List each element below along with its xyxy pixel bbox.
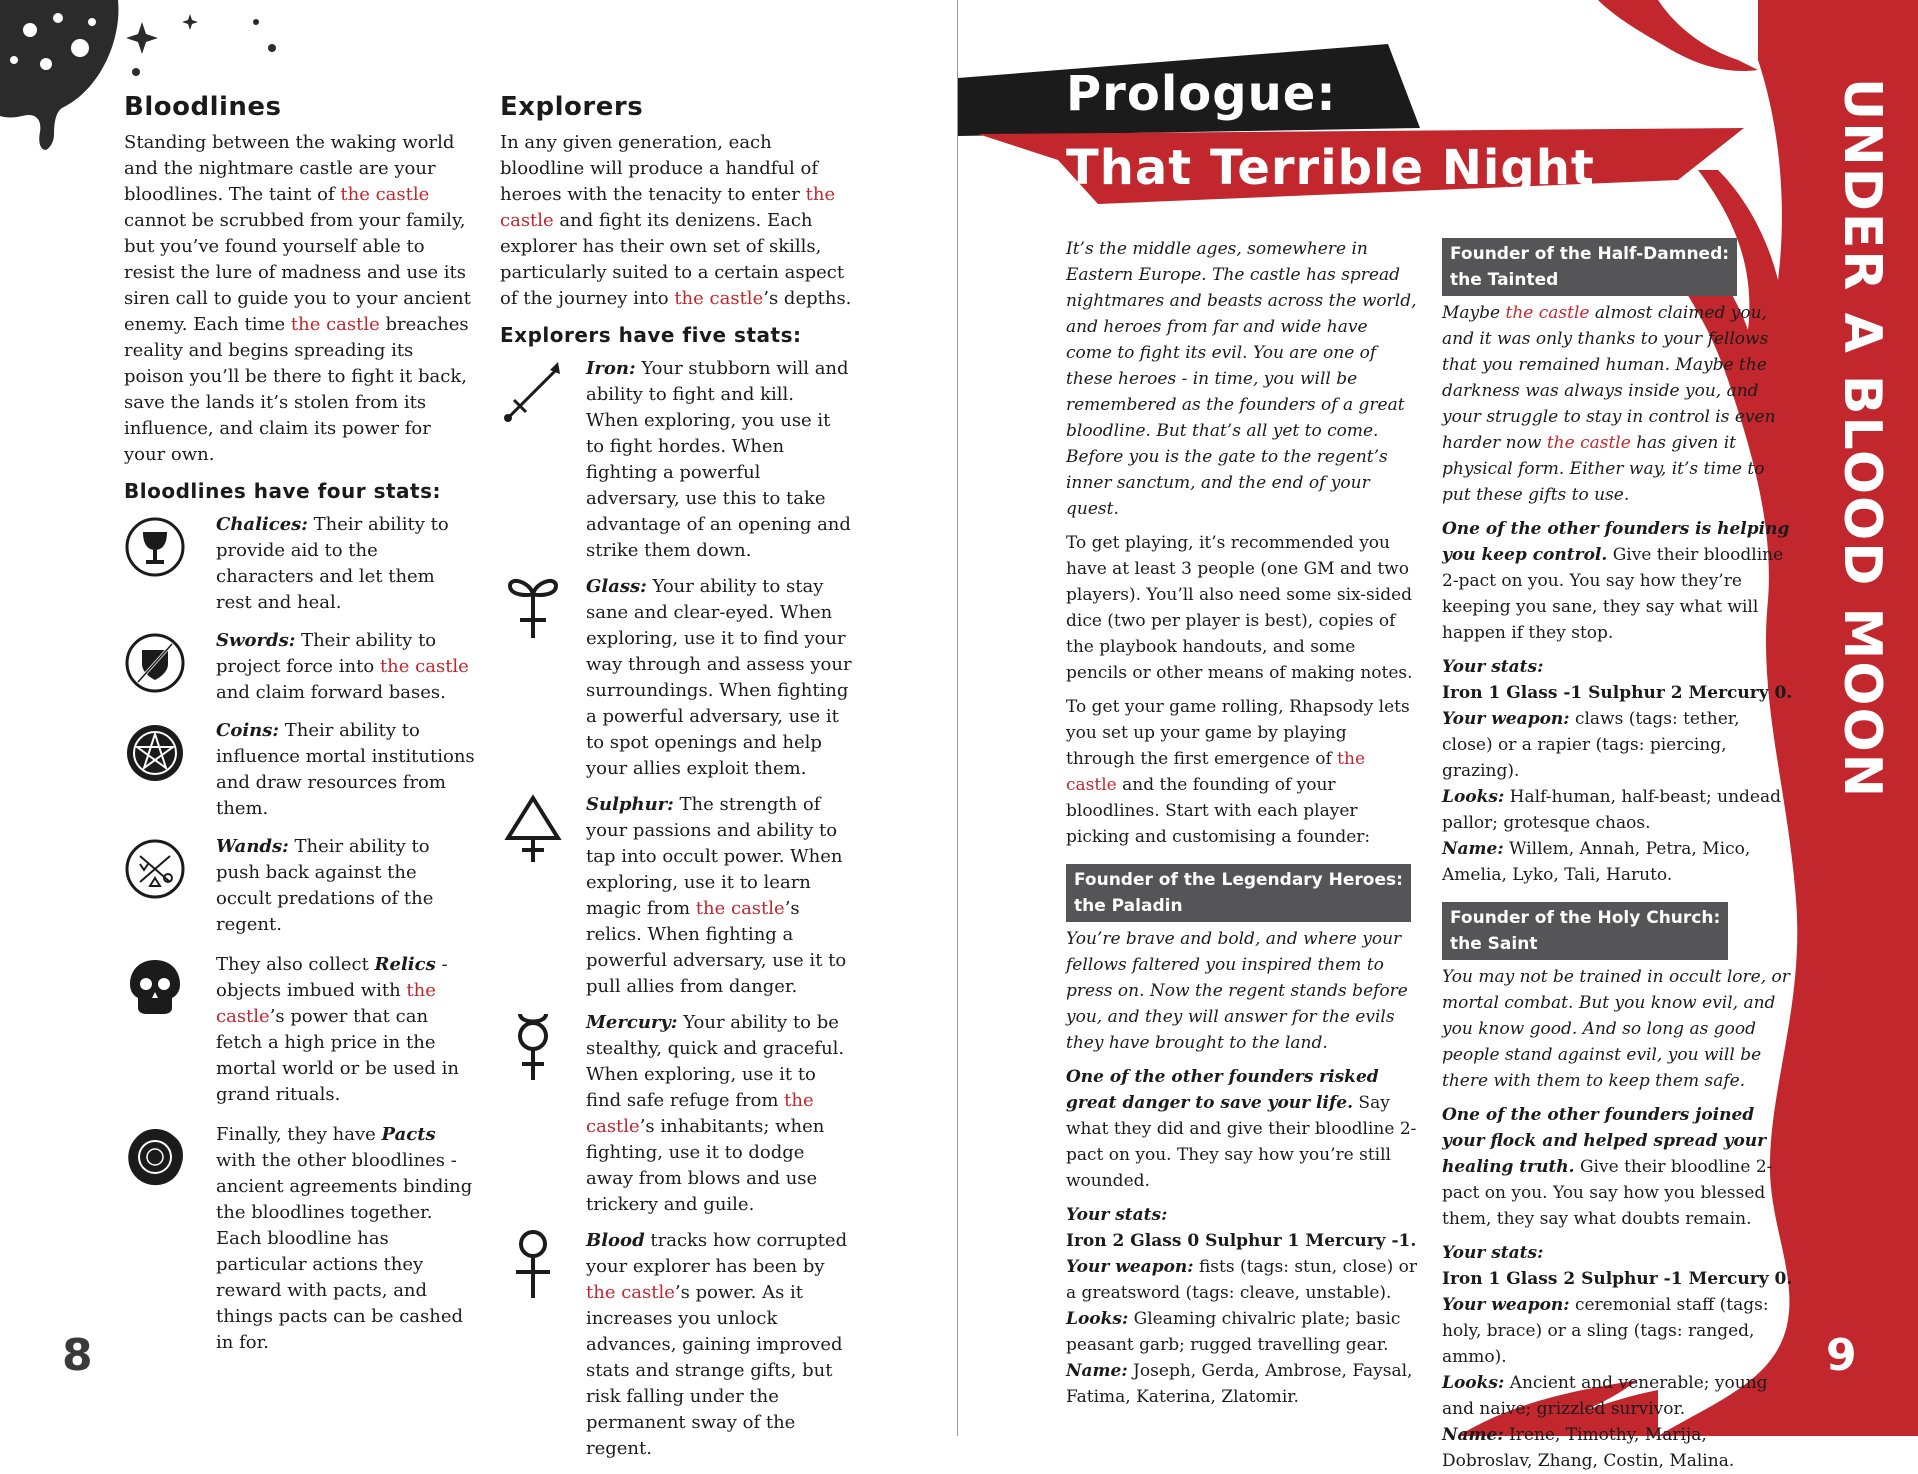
explorers-title: Explorers: [500, 92, 644, 122]
wands-text: Their ability to push back against the occult predations of the regent.: [216, 836, 434, 935]
tainted-weapon: claws (tags: tether, close) or a rapier (tags: piercing, grazing).: [1442, 709, 1740, 781]
wax-seal-icon: [124, 1126, 186, 1188]
paladin-tag: [1066, 864, 1411, 922]
paladin-statblock: [1066, 1202, 1418, 1410]
glass-label: Glass:: [586, 576, 647, 597]
pacts-text-post: with the other bloodlines - ancient agreements binding the bloodlines together. Each bloodline has particular actions they reward with pacts, and things pacts can be cashed in for.: [216, 1150, 473, 1353]
stat-iron: [500, 356, 852, 564]
prologue-intro: It’s the middle ages, somewhere in Eastern Europe. The castle has spread nightmares and beasts across the world, and heroes from far and wide have come to fight its evil. You are one of these heroes - in time, you will be remembered as the founders of a great bloodline. But that’s all yet to come. Before you is the gate to the regent’s inner sanctum, and the end of your quest.: [1066, 239, 1417, 519]
tainted-section: [1442, 238, 1794, 888]
saint-bold-lead: One of the other founders joined your flock and helped spread your healing truth.: [1442, 1105, 1767, 1177]
tainted-italic-post: has given it physical form. Either way, it’s time to put these gifts to use.: [1442, 433, 1765, 505]
tainted-tag: [1442, 238, 1737, 296]
stat-wands: [124, 834, 476, 938]
text-run: cannot be scrubbed from your family, but you’ve found yourself able to resist the lure of madness and use its siren call to guide you to your ancient enemy. Each time: [124, 210, 471, 335]
tainted-name-label: Name:: [1442, 839, 1504, 859]
saint-italic: You may not be trained in occult lore, or mortal combat. But you know evil, and you know good. And so long as good people stand against evil, you will be there with them to keep them safe.: [1442, 967, 1790, 1091]
blood-symbol-icon: [500, 1228, 566, 1300]
pacts-text-pre: Finally, they have: [216, 1124, 382, 1145]
rolling-text: [1066, 694, 1418, 850]
paladin-looks: Gleaming chivalric plate; basic peasant garb; rugged travelling gear.: [1066, 1309, 1401, 1355]
paladin-text: Say what they did and give their bloodline 2-pact on you. They say how you’re still wounded.: [1066, 1093, 1417, 1191]
saint-text: Give their bloodline 2-pact on you. You say how you blessed them, they say what doubts remain.: [1442, 1157, 1773, 1229]
blood-text-pre: tracks how corrupted your explorer has been by: [586, 1230, 848, 1277]
saint-stats: Iron 1 Glass 2 Sulphur -1 Mercury 0.: [1442, 1269, 1793, 1289]
mercury-symbol-icon: [500, 1010, 566, 1082]
saint-weapon-label: Your weapon:: [1442, 1295, 1570, 1315]
tainted-italic: [1442, 300, 1794, 508]
tainted-text: Give their bloodline 2-pact on you. You say how they’re keeping you sane, they say what will happen if they stop.: [1442, 545, 1784, 643]
glass-text: Your ability to stay sane and clear-eyed. When exploring, use it to find your way through and assess your surroundings. When fighting a powerful adversary, use it to spot openings and help your allies exploit them.: [586, 576, 852, 779]
founders-column: [1442, 238, 1794, 1474]
tainted-looks: Half-human, half-beast; undead pallor; grotesque chaos.: [1442, 787, 1781, 833]
saint-tag: [1442, 902, 1728, 960]
chalices-label: Chalices:: [216, 514, 308, 535]
stat-glass: [500, 574, 852, 782]
tainted-looks-label: Looks:: [1442, 787, 1505, 807]
tainted-tag-line2: the Tainted: [1450, 270, 1559, 290]
relics-text-post: ’s power that can fetch a high price in the mortal world or be used in grand rituals.: [216, 1006, 459, 1105]
saint-body: [1442, 1102, 1794, 1232]
iron-label: Iron:: [586, 358, 636, 379]
castle-ref: the castle: [379, 656, 469, 677]
sulphur-label: Sulphur:: [586, 794, 674, 815]
saint-tag-line2: the Saint: [1450, 934, 1538, 954]
castle-ref: the castle: [1546, 433, 1631, 453]
mercury-text-pre: Your ability to be stealthy, quick and graceful. When exploring, use it to find safe refuge from: [586, 1012, 845, 1111]
page-number-left: 8: [62, 1330, 93, 1381]
paladin-names: Joseph, Gerda, Ambrose, Faysal, Fatima, Katerina, Zlatomir.: [1066, 1361, 1413, 1407]
sulphur-text-post: ’s relics. When fighting a powerful adversary, use it to pull allies from danger.: [586, 898, 847, 997]
tainted-bold-lead: One of the other founders is helping you keep control.: [1442, 519, 1790, 565]
paladin-body: [1066, 1064, 1418, 1194]
stat-blood: [500, 1228, 852, 1462]
mercury-text-post: ’s inhabitants; when fighting, use it to dodge away from blows and use trickery and guile.: [586, 1116, 825, 1215]
castle-ref: the castle: [1505, 303, 1590, 323]
tainted-tag-line1: Founder of the Half-Damned:: [1450, 244, 1730, 264]
castle-ref: the castle: [340, 184, 430, 205]
right-page: [958, 0, 1918, 1471]
chalices-text: Their ability to provide aid to the characters and let them rest and heal.: [216, 514, 449, 613]
iron-text: Your stubborn will and ability to fight and kill. When exploring, you use it to fight hordes. When fighting a powerful adversary, use this to take advantage of an opening and strike them down.: [586, 358, 851, 561]
tainted-italic-mid: almost claimed you, and it was only thanks to your fellows that you remained human. Maybe the darkness was always inside you, and your struggle to stay in control is even harder now: [1442, 303, 1776, 453]
relics-text-pre: They also collect: [216, 954, 375, 975]
pacts-note: [124, 1122, 476, 1356]
tainted-weapon-label: Your weapon:: [1442, 709, 1570, 729]
saint-looks: Ancient and venerable; young and naive; grizzled survivor.: [1442, 1373, 1768, 1419]
paladin-section: [1066, 864, 1418, 1410]
saint-statblock: [1442, 1240, 1794, 1474]
stat-swords: [124, 628, 476, 706]
bloodlines-intro: [124, 130, 476, 468]
bloodlines-stats-heading: Bloodlines have four stats:: [124, 479, 442, 503]
paladin-name-label: Name:: [1066, 1361, 1128, 1381]
saint-tag-line1: Founder of the Holy Church:: [1450, 908, 1721, 928]
castle-ref: the castle: [500, 184, 836, 231]
wands-symbols-icon: [124, 838, 186, 900]
glass-symbol-icon: [500, 574, 566, 646]
pacts-label: Pacts: [381, 1124, 436, 1145]
saint-stats-label: Your stats:: [1442, 1243, 1544, 1263]
saint-names: Irene, Timothy, Marija, Dobroslav, Zhang, Costin, Malina.: [1442, 1425, 1735, 1471]
castle-ref: the castle: [586, 1282, 675, 1303]
swords-label: Swords:: [216, 630, 296, 651]
chalice-icon: [124, 516, 186, 578]
swords-text-pre: Their ability to project force into: [216, 630, 437, 677]
saint-name-label: Name:: [1442, 1425, 1504, 1445]
mercury-label: Mercury:: [586, 1012, 678, 1033]
blood-text-post: ’s power. As it increases you unlock advances, gaining improved stats and strange gifts, but risk falling under the permanent sway of the regent.: [586, 1282, 843, 1459]
tainted-italic-pre: Maybe: [1442, 303, 1506, 323]
left-page: [0, 0, 957, 1459]
explorers-stats-heading: Explorers have five stats:: [500, 323, 802, 347]
blood-label: Blood: [586, 1230, 645, 1251]
text-run: and fight its denizens. Each explorer has their own set of skills, particularly suited to a certain aspect of the journey into: [500, 210, 845, 309]
text-run: and the founding of your bloodlines. Start with each player picking and customising a founder:: [1066, 775, 1371, 847]
text-run: ’s depths.: [763, 288, 852, 309]
text-run: In any given generation, each bloodline will produce a handful of heroes with the tenacity to enter: [500, 132, 819, 205]
castle-ref: the castle: [586, 1090, 814, 1137]
stat-chalices: [124, 512, 476, 616]
text-run: breaches reality and begins spreading its poison you’ll be there to fight it back, save the lands it’s stolen from its influence, and claim its power for your own.: [124, 314, 469, 465]
skull-icon: [124, 956, 186, 1018]
saint-section: [1442, 902, 1794, 1474]
pentacle-coin-icon: [124, 722, 186, 784]
paladin-weapon: fists (tags: stun, close) or a greatsword (tags: cleave, unstable).: [1066, 1257, 1417, 1303]
castle-ref: the castle: [1066, 749, 1366, 795]
page-number-right: 9: [1826, 1330, 1857, 1381]
tainted-body: [1442, 516, 1794, 646]
explorers-column: [500, 92, 852, 1472]
title-line2: That Terrible Night: [1066, 140, 1595, 196]
paladin-italic: You’re brave and bold, and where your fellows faltered you inspired them to press on. Now the regent stands before you, and they will answer for the evils they have brought to the land.: [1066, 929, 1408, 1053]
getting-playing-text: To get playing, it’s recommended you have at least 3 people (one GM and two players). You’ll also need some six-sided dice (two per player is best), copies of the playbook handouts, and some pencils or other means of making notes.: [1066, 533, 1413, 683]
title-line1: Prologue:: [1066, 66, 1337, 122]
bloodlines-column: [124, 92, 476, 1368]
paladin-weapon-label: Your weapon:: [1066, 1257, 1194, 1277]
paladin-stats-label: Your stats:: [1066, 1205, 1168, 1225]
paladin-looks-label: Looks:: [1066, 1309, 1129, 1329]
tainted-stats-label: Your stats:: [1442, 657, 1544, 677]
castle-ref: the castle: [674, 288, 764, 309]
explorers-intro: [500, 130, 852, 312]
saint-looks-label: Looks:: [1442, 1373, 1505, 1393]
coins-label: Coins:: [216, 720, 280, 741]
iron-sword-icon: [500, 356, 566, 428]
sulphur-symbol-icon: [500, 792, 566, 864]
relics-label: Relics: [374, 954, 436, 975]
relics-text-mid: - objects imbued with: [216, 954, 448, 1001]
stat-sulphur: [500, 792, 852, 1000]
bloodlines-title: Bloodlines: [124, 92, 282, 122]
tainted-names: Willem, Annah, Petra, Mico, Amelia, Lyko, Tali, Haruto.: [1442, 839, 1751, 885]
swords-text-post: and claim forward bases.: [216, 682, 446, 703]
stat-mercury: [500, 1010, 852, 1218]
sword-shield-icon: [124, 632, 186, 694]
wands-label: Wands:: [216, 836, 289, 857]
prologue-column: [1066, 236, 1418, 1410]
castle-ref: the castle: [290, 314, 380, 335]
castle-ref: the castle: [695, 898, 785, 919]
tainted-statblock: [1442, 654, 1794, 888]
text-run: To get your game rolling, Rhapsody lets you set up your game by playing through the first emergence of: [1066, 697, 1410, 769]
paladin-tag-line2: the Paladin: [1074, 896, 1183, 916]
relics-note: [124, 952, 476, 1108]
paladin-tag-line1: Founder of the Legendary Heroes:: [1074, 870, 1403, 890]
paladin-stats: Iron 2 Glass 0 Sulphur 1 Mercury -1.: [1066, 1231, 1417, 1251]
tainted-stats: Iron 1 Glass -1 Sulphur 2 Mercury 0.: [1442, 683, 1793, 703]
paladin-bold-lead: One of the other founders risked great danger to save your life.: [1066, 1067, 1379, 1113]
coins-text: Their ability to influence mortal institutions and draw resources from them.: [216, 720, 475, 819]
text-run: Standing between the waking world and the nightmare castle are your bloodlines. The taint of: [124, 132, 455, 205]
sulphur-text-pre: The strength of your passions and ability to tap into occult power. When exploring, use it to learn magic from: [586, 794, 843, 919]
stat-coins: [124, 718, 476, 822]
castle-ref: the castle: [216, 980, 436, 1027]
side-title: UNDER A BLOOD MOON: [1832, 78, 1892, 800]
saint-weapon: ceremonial staff (tags: holy, brace) or a sling (tags: ranged, ammo).: [1442, 1295, 1769, 1367]
